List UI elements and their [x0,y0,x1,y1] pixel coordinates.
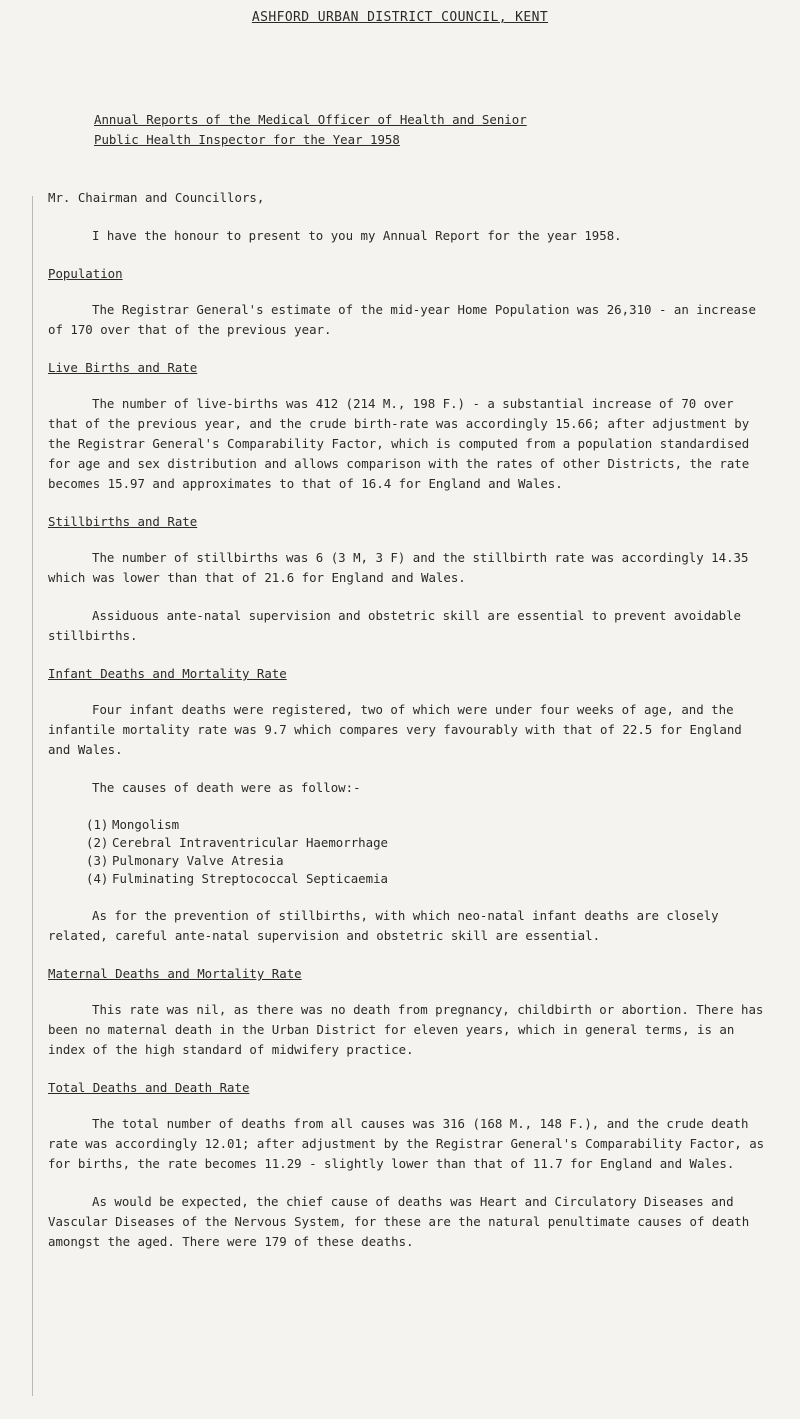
list-item-number: (4) [86,871,109,886]
report-title-line-1: Annual Reports of the Medical Officer of Health and Senior [94,112,527,127]
list-item-number: (1) [86,817,109,832]
council-header-text: ASHFORD URBAN DISTRICT COUNCIL, KENT [251,10,549,25]
total-deaths-paragraph-1: The total number of deaths from all causes was 316 (168 M., 148 F.), and the crude death rate was accordingly 12.01; after adjustment by the Registrar General's Comparability Factor, as for births, the rate becomes 11.29 - slightly lower than that of 11.7 for England and Wales. [48,1116,765,1171]
list-item-number: (2) [86,835,109,850]
live-births-paragraph: The number of live-births was 412 (214 M., 198 F.) - a substantial increase of 70 over that of the previous year, and the crude birth-rate was accordingly 15.66; after adjustment by the Registrar General's Comparability Factor, which is computed from a population standardised for age and sex distribution and allows comparison with the rates of other Districts, the rate becomes 15.97 and approximates to that of 16.4 for England and Wales. [48,396,750,491]
section-heading-total-deaths: Total Deaths and Death Rate [48,1080,250,1095]
list-item-text: Fulminating Streptococcal Septicaemia [112,871,389,886]
report-title-line-2: Public Health Inspector for the Year 1958 [94,132,400,147]
infant-deaths-paragraph-3: As for the prevention of stillbirths, with which neo-natal infant deaths are closely related, careful ante-natal supervision and obstetric skill are essential. [48,908,719,943]
report-body [48,188,768,1270]
total-deaths-paragraph-2: As would be expected, the chief cause of deaths was Heart and Circulatory Diseases and Vascular Diseases of the Nervous System, for these are the natural penultimate causes of death amongst the aged. There were 179 of these deaths. [48,1194,750,1249]
population-paragraph: The Registrar General's estimate of the mid-year Home Population was 26,310 - an increase of 170 over that of the previous year. [48,302,756,337]
report-title [94,110,734,150]
list-item-text: Pulmonary Valve Atresia [112,853,284,868]
causes-of-death-list [48,816,768,888]
list-item [86,834,768,852]
council-header [0,8,800,28]
salutation: Mr. Chairman and Councillors, [48,190,265,205]
section-heading-infant-deaths: Infant Deaths and Mortality Rate [48,666,287,681]
infant-deaths-paragraph-2: The causes of death were as follow:- [92,780,361,795]
maternal-deaths-paragraph: This rate was nil, as there was no death from pregnancy, childbirth or abortion. There has been no maternal death in the Urban District for eleven years, which in general terms, is an index of the high standard of midwifery practice. [48,1002,764,1057]
section-heading-stillbirths: Stillbirths and Rate [48,514,198,529]
stillbirths-paragraph-1: The number of stillbirths was 6 (3 M, 3 F) and the stillbirth rate was accordingly 14.35 which was lower than that of 21.6 for England and Wales. [48,550,749,585]
intro-paragraph: I have the honour to present to you my Annual Report for the year 1958. [92,228,622,243]
stillbirths-paragraph-2: Assiduous ante-natal supervision and obstetric skill are essential to prevent avoidable stillbirths. [48,608,742,643]
infant-deaths-paragraph-1: Four infant deaths were registered, two of which were under four weeks of age, and the infantile mortality rate was 9.7 which compares very favourably with that of 22.5 for England and Wales. [48,702,742,757]
margin-rule [32,196,33,1396]
list-item-text: Mongolism [112,817,180,832]
list-item [86,870,768,888]
section-heading-maternal-deaths: Maternal Deaths and Mortality Rate [48,966,302,981]
list-item-text: Cerebral Intraventricular Haemorrhage [112,835,389,850]
section-heading-live-births: Live Births and Rate [48,360,198,375]
list-item [86,852,768,870]
list-item-number: (3) [86,853,109,868]
section-heading-population: Population [48,266,123,281]
list-item [86,816,768,834]
